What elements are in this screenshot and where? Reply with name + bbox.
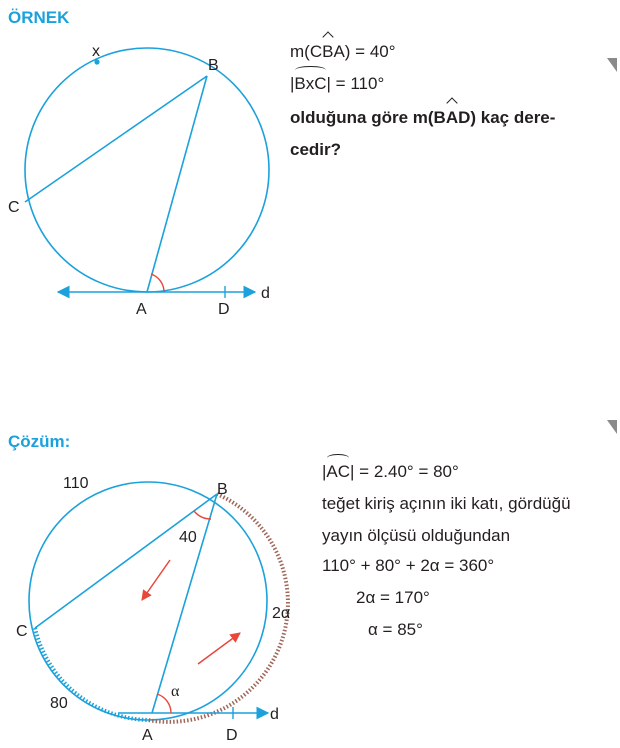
question-accent: A [446, 102, 458, 134]
given1-accent: B [322, 36, 333, 68]
solution-label-b: B [217, 481, 228, 498]
direction-arrow-lower [198, 633, 240, 664]
label-d: D [218, 301, 230, 318]
solution-label-line-d: d [270, 706, 279, 723]
pin-icon [607, 420, 617, 434]
solution-line-6: α = 85° [368, 620, 423, 639]
label-arc-110: 110 [63, 475, 89, 492]
solution-label-d: D [226, 727, 238, 744]
pin-icon [607, 58, 617, 72]
label-alpha: α [171, 683, 180, 700]
label-arc-80: 80 [50, 695, 68, 712]
chord-bc [25, 76, 207, 202]
given1-post: A) = 40° [333, 42, 396, 61]
given2-open: | [290, 74, 295, 93]
angle-alpha-mark [157, 694, 171, 713]
given-angle-cba [290, 36, 396, 68]
solution-line-4: 110° + 80° + 2α = 360° [322, 556, 495, 575]
angle-bad-mark [151, 274, 164, 292]
solution-figure [0, 460, 300, 748]
question-line-1 [290, 102, 555, 134]
solution-chord-ab [152, 494, 217, 713]
example-figure [0, 30, 300, 330]
direction-arrow-upper [142, 560, 170, 600]
label-line-d: d [261, 285, 270, 302]
solution-label-c: C [16, 623, 28, 640]
given-arc-bxc [290, 68, 384, 100]
solution-chord-bc [35, 494, 217, 628]
label-b: B [208, 57, 219, 74]
solution-line-2: teğet kiriş açının iki katı, gördüğü [322, 494, 571, 513]
solution-line1-open: | [322, 462, 327, 481]
solution-line1-close: | = 2.40° = 80° [350, 462, 459, 481]
point-x-dot [94, 59, 99, 64]
question-post: D) kaç dere- [458, 108, 556, 127]
solution-heading: Çözüm: [8, 432, 71, 451]
solution-line-5: 2α = 170° [356, 588, 430, 607]
question-line-2: cedir? [290, 140, 342, 159]
chord-ab [147, 76, 207, 292]
solution-line-3: yayın ölçüsü olduğundan [322, 526, 511, 545]
given2-arc: BxC [294, 68, 326, 100]
solution-line1-arc: AC [326, 456, 350, 488]
question-pre: olduğuna göre m(B [290, 108, 446, 127]
label-a: A [136, 301, 147, 318]
label-angle-40: 40 [179, 529, 197, 546]
example-circle [25, 48, 269, 292]
label-c: C [8, 199, 20, 216]
example-heading: ÖRNEK [8, 8, 70, 27]
given1-pre: m(C [290, 42, 323, 61]
solution-line-1 [322, 456, 459, 488]
label-x: x [92, 43, 100, 60]
label-arc-2alpha: 2α [272, 605, 291, 622]
given2-close: | = 110° [326, 74, 385, 93]
angle-40-mark [194, 511, 211, 519]
solution-label-a: A [142, 727, 153, 744]
